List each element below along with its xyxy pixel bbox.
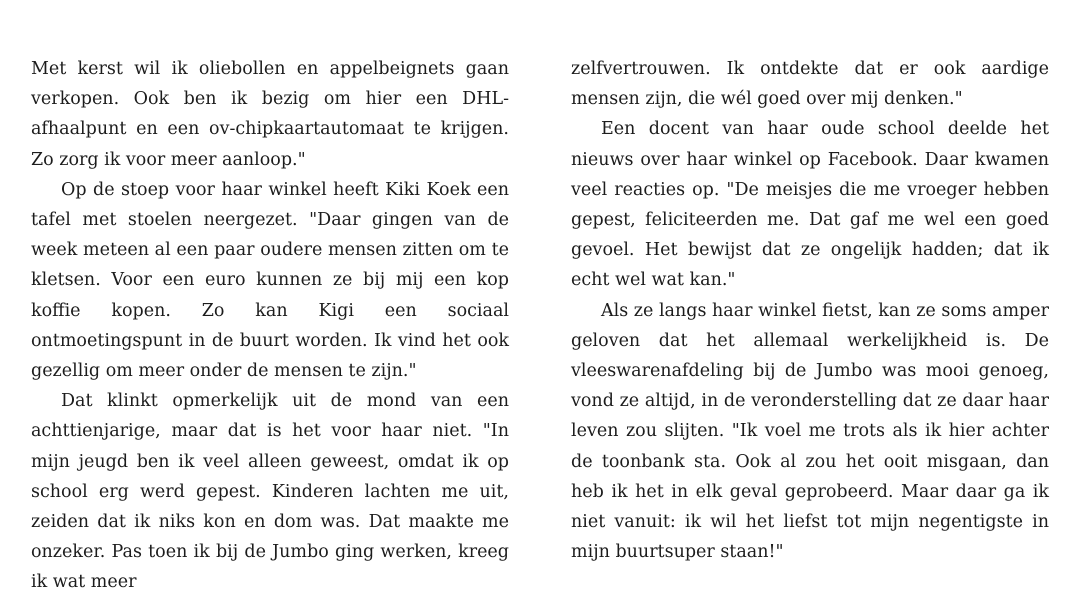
paragraph-left-2: Op de stoep voor haar winkel heeft Kiki Koek een tafel met stoelen neergezet. "Daar gingen van de week meteen al een paar oudere mensen zitten om te kletsen. Voor een euro kunnen ze bij mij een kop koffie kopen. Zo kan Kigi een sociaal ontmoetingspunt in de buurt worden. Ik vind het ook gezellig om meer onder de mensen te zijn."	[31, 179, 509, 382]
paragraph-left-1: Met kerst wil ik oliebollen en appelbeignets gaan verkopen. Ook ben ik bezig om hier een DHL-afhaalpunt en een ov-chipkaartautomaat te krijgen. Zo zorg ik voor meer aanloop."	[31, 59, 509, 170]
paragraph-right-1: zelfvertrouwen. Ik ontdekte dat er ook aardige mensen zijn, die wél goed over mij denken."	[571, 59, 1049, 110]
paragraph-right-2: Een docent van haar oude school deelde het nieuws over haar winkel op Facebook. Daar kwamen veel reacties op. "De meisjes die me vroeger hebben gepest, feliciteerden me. Dat gaf me wel een goed gevoel. Het bewijst dat ze ongelijk hadden; dat ik echt wel wat kan."	[571, 119, 1049, 291]
article-column-right	[571, 54, 1049, 567]
paragraph-left-3: Dat klinkt opmerkelijk uit de mond van een achttienjarige, maar dat is het voor haar niet. "In mijn jeugd ben ik veel alleen geweest, omdat ik op school erg werd gepest. Kinderen lachten me uit, zeiden dat ik niks kon en dom was. Dat maakte me onzeker. Pas toen ik bij de Jumbo ging werken, kreeg ik wat meer	[31, 391, 509, 593]
article-column-left	[31, 54, 509, 598]
paragraph-right-3: Als ze langs haar winkel fietst, kan ze soms amper geloven dat het allemaal werkelijkheid is. De vleeswarenafdeling bij de Jumbo was mooi genoeg, vond ze altijd, in de veronderstelling dat ze daar haar leven zou slijten. "Ik voel me trots als ik hier achter de toonbank sta. Ook al zou het ooit misgaan, dan heb ik het in elk geval geprobeerd. Maar daar ga ik niet vanuit: ik wil het liefst tot mijn negentigste in mijn buurtsuper staan!"	[571, 300, 1049, 563]
